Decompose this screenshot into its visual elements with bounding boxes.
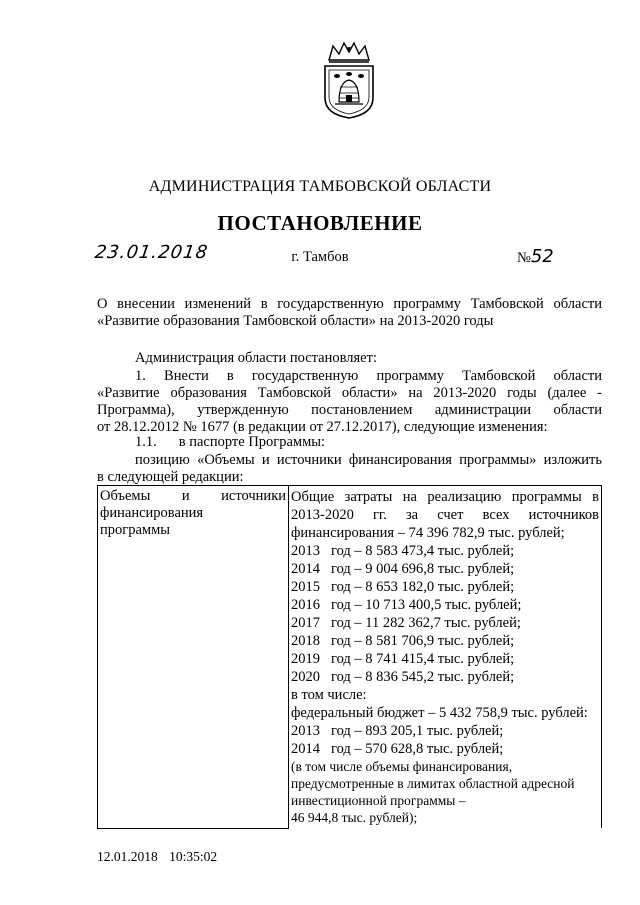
value-line: финансирования – 74 396 782,9 тыс. рублей;: [291, 525, 565, 541]
paragraph-1: [97, 368, 602, 436]
preamble: Администрация области постановляет:: [135, 350, 377, 366]
number-value: 52: [530, 246, 554, 267]
value-line: Общие затраты на реализацию программы в: [291, 489, 599, 505]
year-amount: год – 11 282 362,7 тыс. рублей;: [331, 615, 521, 631]
note-line: инвестиционной программы –: [291, 793, 466, 808]
year-row: [291, 650, 599, 668]
year: 2016: [291, 597, 320, 613]
print-timestamp: [97, 849, 217, 865]
subject-line: «Развитие образования Тамбовской области» на 2013-2020 годы: [97, 313, 494, 329]
year: 2014: [291, 741, 320, 757]
paragraph-line: «Развитие образования Тамбовской области» на 2013-2020 годы (далее -: [97, 385, 602, 401]
year: 2020: [291, 669, 320, 685]
year: 2015: [291, 579, 320, 595]
value-line: федеральный бюджет – 5 432 758,9 тыс. рублей:: [291, 705, 588, 721]
year: 2017: [291, 615, 320, 631]
number-prefix: №: [517, 250, 531, 266]
organization-name: АДМИНИСТРАЦИЯ ТАМБОВСКОЙ ОБЛАСТИ: [148, 178, 492, 195]
year: 2014: [291, 561, 320, 577]
year-amount: год – 570 628,8 тыс. рублей;: [331, 741, 504, 757]
year-row: [291, 632, 599, 650]
year-amount: год – 8 583 473,4 тыс. рублей;: [331, 543, 515, 559]
value-line: 2013-2020 гг. за счет всех источников: [291, 507, 599, 523]
year-row: [291, 614, 599, 632]
coat-of-arms-icon: [317, 40, 381, 120]
financing-table: [97, 485, 602, 829]
value-line: в том числе:: [291, 687, 367, 703]
year-row: [291, 596, 599, 614]
document-number: [517, 246, 554, 267]
year-amount: год – 10 713 400,5 тыс. рублей;: [331, 597, 522, 613]
year-row: [291, 542, 599, 560]
paragraph-line: в следующей редакции:: [97, 469, 244, 485]
paragraph-line: позицию «Объемы и источники финансирования программы» изложить: [135, 452, 602, 468]
note-line: (в том числе объемы финансирования,: [291, 759, 513, 774]
document-type: ПОСТАНОВЛЕНИЕ: [217, 211, 423, 235]
year: 2018: [291, 633, 320, 649]
table-value-cell: [289, 486, 602, 829]
label-line: Объемы и источники: [100, 488, 286, 504]
paragraph-line: Программа), утвержденную постановлением администрации области: [97, 402, 602, 418]
paragraph-number: 1.1.: [135, 434, 157, 450]
print-date: 12.01.2018: [97, 849, 158, 864]
document-city: г. Тамбов: [291, 249, 349, 265]
year-row: [291, 740, 599, 758]
note-line: 46 944,8 тыс. рублей);: [291, 810, 418, 825]
document-date: 23.01.2018: [93, 242, 210, 263]
paragraph-1-1: [135, 434, 325, 451]
year-amount: год – 9 004 696,8 тыс. рублей;: [331, 561, 515, 577]
year: 2013: [291, 543, 320, 559]
year: 2019: [291, 651, 320, 667]
note-line: предусмотренные в лимитах областной адресной: [291, 776, 575, 791]
paragraph-line: от 28.12.2012 № 1677 (в редакции от 27.12.2017), следующие изменения:: [97, 419, 548, 435]
year-amount: год – 8 741 415,4 тыс. рублей;: [331, 651, 515, 667]
year-row: [291, 668, 599, 686]
subject-line: О внесении изменений в государственную программу Тамбовской области: [97, 296, 602, 312]
year-amount: год – 8 836 545,2 тыс. рублей;: [331, 669, 515, 685]
year-amount: год – 893 205,1 тыс. рублей;: [331, 723, 504, 739]
label-line: программы: [100, 522, 170, 538]
paragraph-line: 1. Внести в государственную программу Тамбовской области: [135, 368, 602, 384]
year-amount: год – 8 653 182,0 тыс. рублей;: [331, 579, 515, 595]
year-amount: год – 8 581 706,9 тыс. рублей;: [331, 633, 515, 649]
print-time: 10:35:02: [169, 849, 218, 864]
table-label-cell: [98, 486, 289, 829]
year: 2013: [291, 723, 320, 739]
year-row: [291, 722, 599, 740]
year-row: [291, 560, 599, 578]
label-line: финансирования: [100, 505, 204, 521]
year-row: [291, 578, 599, 596]
paragraph-1-2: [97, 452, 602, 486]
paragraph-label: в паспорте Программы:: [178, 434, 326, 450]
document-subject: [97, 296, 602, 330]
